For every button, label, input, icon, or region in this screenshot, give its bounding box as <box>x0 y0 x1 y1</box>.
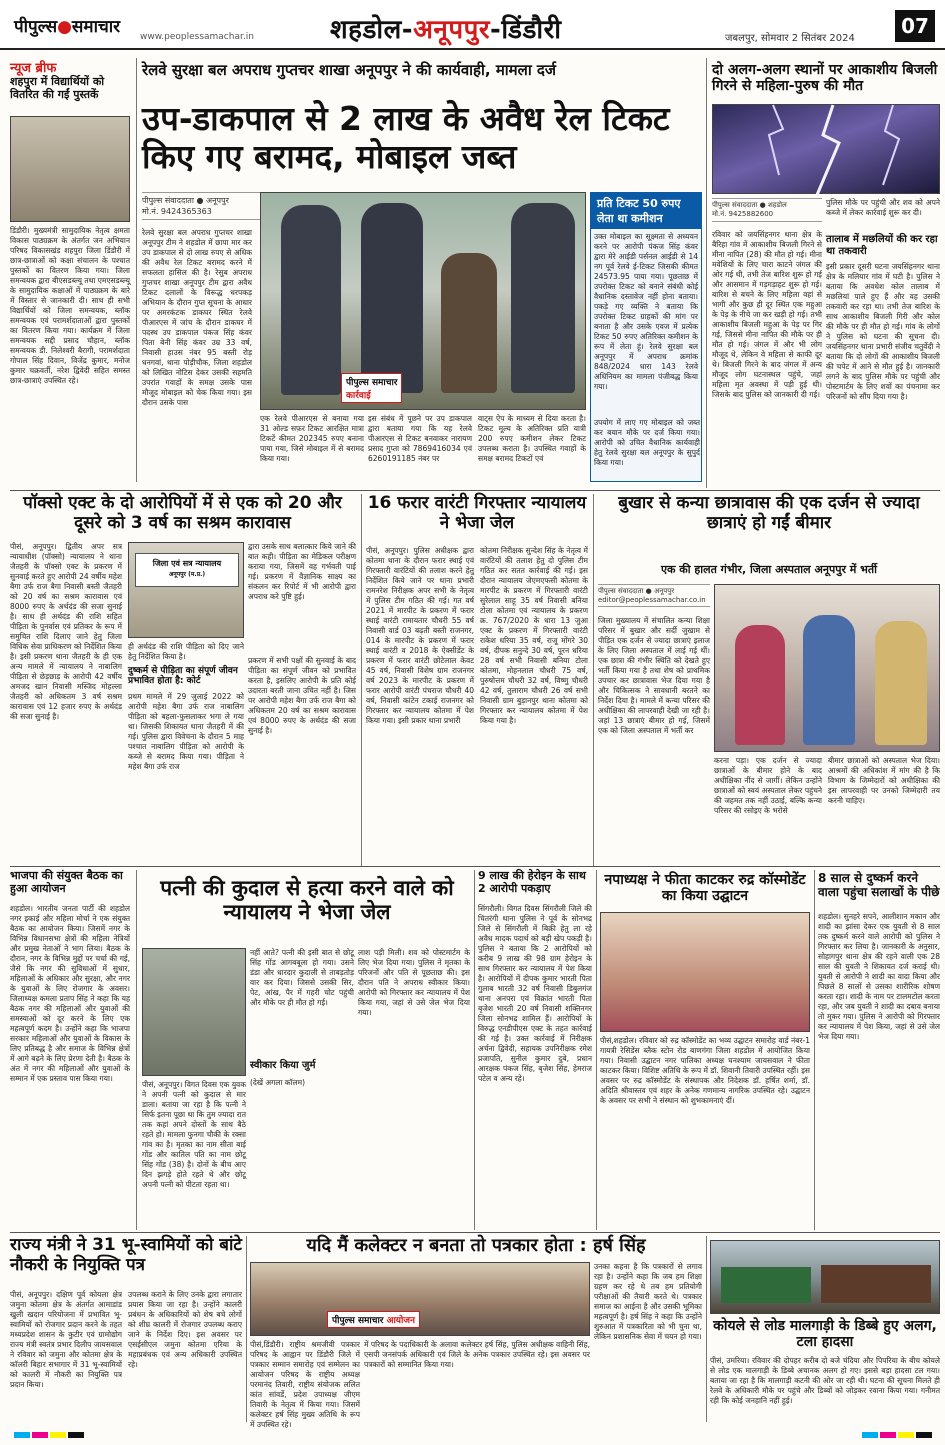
locomotive-figure <box>721 1267 811 1303</box>
sidebox-body: उक्त मोबाइल का सूक्ष्मता से अध्ययन करने पर आरोपी पंकज सिंह कंवर द्वारा मेरे आईडी पर्सनल आईडी से 14 नग पूर्व रेलवे ई-टिकट जिसकी कीमत 24573.95 पाया गया। पूछताछ में उपरोक्त टिकट को बनाने संबंधी कोई वैधानिक दस्तावेज नहीं होना बताया। पकड़े गए व्यक्ति ने बताया कि उपरोक्त टिकट ग्राहकों की मांग पर बनाता है और उसके एवज में प्रत्येक टिकट 50 रुपए अतिरिक्त कमीशन के रूप में लेता हूं। रेलवे सुरक्षा बल अनूपपुर में अपराध क्रमांक 848/2024 धारा 143 रेलवे अधिनियम का मामला पंजीबद्ध किया गया। <box>594 232 698 391</box>
lead-byline: पीपुल्स संवाददाता ● अनूपपुर मो.नं. 9424365363 <box>142 192 312 220</box>
registration-mark <box>14 1432 30 1438</box>
section-divider <box>10 866 940 867</box>
murder-body-1: पीसं, अनूपपुर। विगत दिवस एक युवक ने अपनी पत्नी को कुदाल से मार डाला। बताया जा रहा है कि पत्नी ने सिर्फ इतना पूछा था कि तुम ज्यादा रात तक कहां अपने दोस्तों के साथ बैठे रहते हो। मामला फुनगा चौकी के रक्सा गांव का है। मृतका का नाम सीता बाई गोंड और कातिल पति का नाम छोटू सिंह गोंड (38) है। दोनों के बीच आए दिन झगड़े होते रहते थे और छोटू अपनी पत्नी को पीटता रहता था। <box>142 1080 246 1189</box>
accused-figure <box>441 253 497 393</box>
officer-figure <box>361 203 423 393</box>
murder-body-2: नहीं आते? पत्नी की इसी बात से छोटू सिंह गोंड आगबबूला हो गया। उसने डंडा और धारदार कुदाली से ताबड़तोड़ वार कर दिया। जिससे उसकी सिर, पेट, आंख, पैर में गहरी चोट पहुंची और मौके पर ही मौत हो गई। <box>250 948 354 1007</box>
sidebox-title: प्रति टिकट 50 रुपए लेता था कमीशन <box>591 193 701 229</box>
brand-logo: पीपुल्स●समाचार <box>14 17 121 37</box>
lightning-body-1: रविवार को जयसिंहनगर थाना क्षेत्र के बैरिहा गांव में आकाशीय बिजली गिरने से मीना नापित (28) की मौत हो गई। मीना मवेशियों के लिए चारा काटने जंगल की ओर गई थी, तभी तेज बारिश शुरू हो गई और आसमान में गड़गड़ाहट शुरू हो गई। बारिश से बचने के लिए महिला वहां से भागी और कुछ ही दूर स्थित एक महुआ के पेड़ के नीचे जा कर खड़ी हो गई। तभी आकाशीय बिजली महुआ के पेड़ पर गिर गई, जिससे मीना नापित की मौके पर ही मौत हो गई। जंगल में और भी लोग मौजूद थे, लेकिन वे महिला से काफी दूर थे। बिजली गिरने के बाद जंगल में अन्य मौजूद लोग घटनास्थल पहुंचे, जहां महिला मृत अवस्था में पड़ी हुई थी। जिसके बाद पुलिस को जानकारी दी गई। <box>712 230 822 399</box>
lead-body-1: रेलवे सुरक्षा बल अपराध गुप्तचर शाखा अनूपपुर टीम ने शहडोल में छापा मार कर उप डाकपाल से दो लाख रुपए से अधिक की अवैध रेल टिकट बरामद करने में सफलता हासिल की है। रेसुब अपराध गुप्तचर शाखा अनूपपुर टीम द्वारा अवैध टिकट दलालों के विरूद्ध धरपकड़ अभियान के दौरान गुप्त सूचना के आधार पर अमरकंटक डाकघर स्थित रेलवे पीआरएस में जांच के दौरान डाकघर में पदस्थ उप डाकपाल पंकज सिंह कंवर पिता बेनी सिंह कंवर उम्र 33 वर्ष, निवासी हाउस नंबर 95 बस्ती रोड़ धनगवां, थाना पोड़ीचौक, जिला शहडोल को लिखित नोटिस देकर उसकी सहमति उपरांत गवाहों के समक्ष उसके पास मौजूद मोबाइल को चेक किया गया। इस दौरान उसके पास <box>142 228 252 407</box>
murder-headline: पत्नी की कुदाल से हत्या करने वाले को न्यायालय ने भेजा जेल <box>160 876 454 925</box>
registration-mark <box>880 1432 896 1438</box>
column-rule <box>474 870 475 1230</box>
murder-body-3: (देखें अगला कॉलम) <box>250 1078 305 1087</box>
minister-headline: राज्य मंत्री ने 31 भू-स्वामियों को बांटे नौकरी के नियुक्ति पत्र <box>10 1235 242 1275</box>
column-rule <box>706 58 707 488</box>
hostel-subhead: एक की हालत गंभीर, जिला अस्पताल अनूपपुर में भर्ती <box>660 563 878 576</box>
brief-body: डिंडौरी। मुख्यमंत्री सामुदायिक नेतृत्व क्षमता विकास पाठ्यक्रम के अंतर्गत जन अभियान परिषद विकासखंड शहपुरा जिला डिंडौरी में छात्र-छात्राओं को कक्षा संचालन के पश्चात पुस्तकों का वितरण किया गया। जिला समन्वयक द्वारा बीएसडब्ल्यू तथा एमएसडब्ल्यू के सामुदायिक कक्षाओं में पाठ्यक्रम के बारे में विस्तार से जानकारी दी। साथ ही सभी विद्यार्थियों को जिला समन्वयक, ब्लॉक समन्वयक एवं परामर्शदाताओं द्वारा पुस्तकों का वितरण किया गया। कार्यक्रम में जिला समन्वयक सद्दी प्रसाद चौहान, ब्लॉक समन्वयक डी. निलेश्वरी बैरागी, परामर्शदाता गोपाल सिंह दिवान, विजेंद्र कुमार, मनोज कुमार चक्रवर्ती, नरेश द्विवेदी सहित समस्त छात्र-छात्राएं उपस्थित रहे। <box>10 226 130 385</box>
court-signboard: जिला एवं सत्र न्यायालय अनूपपुर (म.प्र.) <box>135 553 239 587</box>
section-divider <box>10 1232 940 1233</box>
patient-figure <box>803 615 855 745</box>
murder-photo <box>142 948 246 1076</box>
hostel-byline: पीपुल्स संवाददाता ● अनूपपुर editor@peoplessamachar.co.in <box>598 584 710 607</box>
column-rule <box>814 870 815 1230</box>
registration-mark <box>862 1432 878 1438</box>
pocso-body-3: ही अर्थदंड की राशि पीड़िता को दिए जाने हेतु निर्देशित किया है। <box>128 642 244 661</box>
pocso-headline: पॉक्सो एक्ट के दो आरोपियों में से एक को 20 और दूसरे को 3 वर्ष का सश्रम कारावास <box>23 493 342 533</box>
patient-figure <box>735 625 785 745</box>
registration-mark <box>32 1432 48 1438</box>
heroin-body: सिंगरौली। विगत दिवस सिंगरौली जिले की चितरंगी थाना पुलिस ने पूर्व के सोनभद्र जिले से सिंगरौली में बिक्री हेतु ला रहे अवैध मादक पदार्थ को बड़ी खेप पकड़ी है। पुलिस ने बताया कि 2 आरोपियों को करीब 9 लाख की 98 ग्राम हेरोइन के साथ गिरफ्तार कर न्यायालय में पेश किया है। आरोपियों में दीपक कुमार भारती पिता गुलाब भारती 32 वर्ष निवासी डिबुलगंज थाना अनपरा एवं विक्रांत भारती पिता बृजेश भारती 20 वर्ष निवासी शक्तिनगर जिला सोनभद्र शामिल हैं। आरोपियों के विरुद्ध एनडीपीएस एक्ट के तहत कार्रवाई की गई है। उक्त कार्रवाई में निरीक्षक अर्चना द्विवेदी, सहायक उपनिरीक्षक रमेश प्रजापति, सुनील कुमार दुबे, प्रधान आरक्षक पंकज सिंह, बृजेश सिंह, हेमराज पटेल व अन्य रहे। <box>478 904 592 1083</box>
lead-body-4: वाट्स ऐप के माध्यम से दिया करता है। टिकट मूल्य के अतिरिक्त प्रति यात्री 200 रुपए कमीशन लेकर टिकट उपलब्ध कराता है। उपस्थित गवाहों के समक्ष बरामद टिकटों एवं <box>478 414 586 463</box>
column-rule <box>596 870 597 1230</box>
news-brief-tag: न्यूज ब्रीफ <box>10 61 57 76</box>
bjp-headline: भाजपा की संयुक्त बैठक का हुआ आयोजन <box>10 869 123 895</box>
registration-mark <box>898 1432 914 1438</box>
bjp-body: शहडोल। भारतीय जनता पार्टी की शहडोल नगर इकाई और महिला मोर्चा ने एक संयुक्त बैठक का आयोजन किया। जिसमें नगर के विभिन्न विधानसभा क्षेत्रों की महिला नेत्रियों और प्रमुख नेताओं ने भाग लिया। बैठक के दौरान, नगर के विभिन्न मुद्दों पर चर्चा की गई, जैसे कि नगर की सुविधाओं में सुधार, महिलाओं के अधिकार और सुरक्षा, और नगर के युवाओं के लिए रोजगार के अवसर। जिलाध्यक्ष कमला प्रताप सिंह ने कहा कि यह बैठक नगर की महिलाओं और युवाओं की समस्याओं को दूर करने के लिए एक महत्वपूर्ण कदम है। उन्होंने कहा कि भाजपा सरकार महिलाओं और युवाओं के विकास के लिए प्रतिबद्ध है और समाज के विभिन्न क्षेत्रों में आगे बढ़ने के लिए प्रेरणा देती है। बैठक के अंत में नगर की महिलाओं और युवाओं के सम्मान में एक प्रस्ताव पास किया गया। <box>10 904 130 1083</box>
lightning-subhead: तालाब में मछलियों की कर रहा था तकवारी <box>826 234 938 257</box>
registration-mark <box>916 1432 932 1438</box>
column-rule <box>361 494 362 866</box>
warrant-body-2: कोतमा निरीक्षक सुन्देश सिंह के नेतृत्व में वारंटियों की तलाश हेतु दो पुलिस टीम गठित कर सतत कार्रवाई की गई। इस दौरान न्यायालय जेएमएफसी कोतमा के मारपीट के प्रकरण में गिरफ्तारी वारंटी सुरेलाल साहू 35 वर्ष निवासी बनिया टोला कोतमा एवं न्यायालय के प्रकरण क्र. 767/2020 के धारा 13 जुआ एक्ट के प्रकरण में गिरफ्तारी वारंटी राकेश धरिया 35 वर्ष, राजू मोंगरे 30 वर्ष, दीपक सनुन्दे 30 वर्ष, पूरन धरिया 28 वर्ष सभी निवासी बनिया टोला कोतमा, मोहनलाल चौधरी 75 वर्ष, पुरुषोत्तम चौधरी 32 वर्ष, विष्णु चौधरी 42 वर्ष, तुलाराम चौधरी 26 वर्ष सभी निवासी ग्राम बुड़ानपुर थाना कोतमा को गिरफ्तार कर न्यायालय कोतमा में पेश किया गया है। <box>480 546 588 725</box>
coal-headline: कोयले से लोड मालगाड़ी के डिब्बे हुए अलग, टला हादसा <box>713 1318 937 1351</box>
column-rule <box>136 58 137 482</box>
theft-headline: 8 साल से दुष्कर्म करने वाला पहुंचा सलाखों के पीछे <box>818 871 940 899</box>
registration-mark <box>50 1432 66 1438</box>
lightning-headline: दो अलग-अलग स्थानों पर आकाशीय बिजली गिरने से महिला-पुरुष की मौत <box>712 62 938 95</box>
cosmo-headline: नपाध्यक्ष ने फीता काटकर रुद्र कॉस्मोडेंट का किया उद्घाटन <box>604 872 806 905</box>
brief-photo <box>10 116 130 222</box>
site-url[interactable]: www.peoplessamachar.in <box>140 32 254 42</box>
lead-body-3: इस संबंध में पूछने पर उप डाकपाल द्वारा बताया गया कि यह रेलवे पीआरएस से टिकट बनवाकर नारायण प्रसाद गुप्ता को 7869416034 एवं 6260191185 नंबर पर <box>368 414 472 463</box>
column-rule <box>246 1236 247 1422</box>
lead-body-2: एक रेलवे पीआरएस से बनाया गया 31 ओल्ड सफ़र टिकट आरक्षित मात्रा टिकटें कीमत 202345 रुपए बनाना पाया गया, जिसे मोबाइल में से बरामद किया गया। <box>260 414 364 463</box>
harsh-body-3: उनका कहना है कि पत्रकारों से लगाव रहा है। उन्होंने कहा कि जब हम शिक्षा ग्रहण कर रहे थे तब हम प्रतियोगी परीक्षाओं की तैयारी करते थे। पत्रकार समाज का आईना है और उसकी भूमिका महत्वपूर्ण है। हर्ष सिंह ने कहा कि उन्होंने शुरुआत में पत्रकारिता को भी चुना था, लेकिन प्रशासनिक सेवा में चयन हो गया। <box>594 1262 702 1341</box>
lead-kicker: रेलवे सुरक्षा बल अपराध गुप्तचर शाखा अनूपपुर ने की कार्यवाही, मामला दर्ज <box>142 61 557 79</box>
officer-figure <box>281 205 341 395</box>
pocso-subhead: दुष्कर्म से पीड़िता का संपूर्ण जीवन प्रभावित होता है: कोर्ट <box>128 666 238 687</box>
section-title: शहडोल-अनूपपुर-डिंडौरी <box>330 15 562 45</box>
cosmo-photo <box>600 912 810 1032</box>
murder-body-3-cont: लाश पड़ी मिली। शव को पोस्टमार्टम के लिए भेज दिया गया। पुलिस ने मृतका के परिजनों और पति से पूछताछ की। इस दौरान पति ने अपराध स्वीकार किया। आरोपी को गिरफ्तार कर न्यायालय में पेश किया गया, जहां से उसे जेल भेज दिया गया। <box>358 948 470 1017</box>
registration-mark <box>68 1432 84 1438</box>
lightning-photo <box>712 104 940 194</box>
coal-train-photo <box>710 1240 940 1314</box>
section-divider <box>10 490 940 491</box>
lightning-byline: पीपुल्स संवाददाता ● शहडोल मो.नं. 9425882600 <box>712 198 822 222</box>
cosmo-body: पीसं,शहडोल। रविवार को रुद्र कॉस्मोडेंट का भव्य उद्घाटन समारोह वार्ड नंबर-1 गायत्री रेसिडेंस ब्लैक स्टोन रोड बाणगंगा जिला शहडोल में आयोजित किया गया। निवासी उद्घाटन नगर पालिका अध्यक्ष घनश्याम जायसवाल ने फीता काटकर किया। विशिष्ट अतिथि के रूप में डॉ. शिवानी तिवारी उपस्थित रहीं। इस अवसर पर रुद्र कॉस्मोडेंट के संस्थापक और निदेशक डॉ. हर्षित शर्मा, डॉ. अदिति श्रीवास्तव एवं शहर के अनेक गणमान्य नागरिक उपस्थित रहे। उद्घाटन के अवसर पर सभी ने संस्थान को शुभकामनाएं दीं। <box>600 1036 810 1105</box>
harsh-photo-caption: पीपुल्स समाचार आयोजन <box>327 1311 420 1328</box>
hostel-photo <box>714 584 940 752</box>
court-photo <box>128 542 244 638</box>
lightning-bolt-icon <box>713 105 941 195</box>
coal-body: पीसं, उमरिया। रविवार की दोपहर करीब दो बजे चंदिया और पिपरिया के बीच कोयले से लोड एक मालगाड़ी के डिब्बे अचानक अलग हो गए। इससे बड़ा हादसा टल गया। बताया जा रहा है कि मालगाड़ी कटनी की ओर जा रही थी। घटना की सूचना मिलते ही रेलवे के अधिकारी मौके पर पहुंचे और डिब्बों को जोड़कर रवाना किया गया। गनीमत रही कि कोई जनहानि नहीं हुई। <box>710 1356 940 1405</box>
hostel-body-3: बीमार छात्राओं को अस्पताल भेज दिया। आश्रमों की अधिकांश में मांग की है कि विभाग के जिम्मेदारों को अधीक्षिका की इस लापरवाही पर उनको जिम्मेदारी तय करनी चाहिए। <box>828 756 940 805</box>
officer-figure <box>511 203 575 393</box>
hostel-headline: बुखार से कन्या छात्रावास की एक दर्जन से ज्यादा छात्राएं हो गईं बीमार <box>618 493 920 533</box>
photo-caption: पीपुल्स समाचार कार्रवाई <box>341 373 402 403</box>
patient-figure <box>875 621 927 745</box>
warrant-body-1: पीसं, अनूपपुर। पुलिस अधीक्षक द्वारा कोतमा थाना के दौरान फरार स्थाई एवं गिरफ्तारी वारंटियों की तलाश करने हेतु निर्देशित किये जाने पर थाना प्रभारी रामनरेश निरीक्षक अपर सभी के नेतृत्व में पुलिस टीम गठित की गई। गत वर्ष 2021 में मारपीट के प्रकरण में फरार स्थाई वारंटी रामायतार चौधरी 55 वर्ष निवासी वार्ड 03 बढ़ती बस्ती राजनगर, 014 के मारपीट के प्रकरण में फरार स्थाई वारंटी व 2018 के ऐक्सीडेंट के प्रकरण में फरार वारंटी छोटेलाल केवट 45 वर्ष, निवासी विशेष ग्राम राजनगर वर्ष 2023 के मारपीट के प्रकरण में फरार आरोपी वारंटी पंचराज चौधरी 40 वर्ष, निवासी कांटेन टकाई राजनगर को गिरफ्तार कर न्यायालय कोतमा में पेश किया गया। इसी प्रकार थाना प्रभारी <box>366 546 474 725</box>
harsh-body-1: पीसं,डिंडौरी। राष्ट्रीय श्रमजीवी पत्रकार परिषद के आह्वान पर डिंडौरी जिले में पत्रकार सम्मान समारोह एवं सम्मेलन का आयोजन परिषद के राष्ट्रीय अध्यक्ष परमानंद तिवारी, राष्ट्रीय संयोजक ललित कांत सांवर्डे, प्रदेश उपाध्यक्ष जीएम तिवारी के नेतृत्व में किया गया। जिसमें कलेक्टर हर्ष सिंह मुख्य अतिथि के रूप में उपस्थित रहे। <box>250 1340 360 1429</box>
harsh-photo <box>250 1262 590 1336</box>
pocso-body-1: पीसं, अनूपपुर। द्वितीय अपर सत्र न्यायाधीश (पॉक्सो) न्यायालय ने थाना जैतहरी के पॉक्सो एक्ट के प्रकरण में सुनवाई करते हुए आरोपी 24 वर्षीय महेश बैगा उर्फ राज बैगा निवासी बस्ती जैतहरी को 20 वर्ष का सश्रम कारावास एवं 8000 रुपए के अर्थदंड की सजा सुनाई है। साथ ही अर्थदंड की राशि सहित पीड़िता के पुनर्वास एवं प्रतिकर के रूप में समुचित राशि दिलाए जाने हेतु जिला विधिक सेवा प्राधिकरण को निर्देशित किया है। इसी प्रकरण थाना जैतहरी के ही एक अन्य मामले में न्यायालय ने नाबालिग पीड़िता से छेड़छाड़ के आरोपी 42 वर्षीय अमजद खान निवासी मस्जिद मोहल्ला जैतहरी को अधिकतम 3 वर्ष सश्रम कारावास एवं 12 हजार रुपए के अर्थदंड की सजा सुनाई है। <box>10 542 122 721</box>
page-number: 07 <box>895 10 935 42</box>
wagon-figure <box>821 1265 931 1303</box>
column-rule <box>706 1236 707 1422</box>
harsh-headline: यदि मैं कलेक्टर न बनता तो पत्रकार होता : हर्ष सिंह <box>306 1235 646 1256</box>
hostel-body-1: जिला मुख्यालय में संचालित कन्या शिक्षा परिसर में बुखार और सर्दी जुखाम से पीड़ित एक दर्जन से ज्यादा छात्राएं इलाज के लिए जिला अस्पताल में लाई गई थीं। एक छात्रा की गंभीर स्थिति को देखते हुए भर्ती किया गया है तथा शेष को प्राथमिक उपचार कर छात्रावास भेज दिया गया है और चिकित्सक ने सावधानी बरतने का निर्देश दिया है। मामले में कन्या परिसर की अधीक्षिका की लापरवाही देखी जा रही है। जहां 13 छात्राएं बीमार हो गई, जिसमें एक को जिला अस्पताल में भर्ती कर <box>598 616 710 735</box>
lead-headline: उप-डाकपाल से 2 लाख के अवैध रेल टिकट किए गए बरामद, मोबाइल जब्त <box>142 99 670 176</box>
column-rule <box>593 494 594 866</box>
theft-body: शहडोल। सुनहरे सपने, आलीशान मकान और शादी का झांसा देकर एक युवती से 8 साल तक दुष्कर्म करने वाले आरोपी को पुलिस ने गिरफ्तार कर लिया है। जानकारी के अनुसार, सोहागपुर थाना क्षेत्र की रहने वाली एक 28 साल की युवती ने शिकायत दर्ज कराई थी। युवती से आरोपी ने शादी का वादा किया और पिछले 8 सालों से उसका शारीरिक शोषण करता रहा। शादी के नाम पर टालमटोल करता रहा, और जब युवती ने शादी का दबाव बनाया तो मुकर गया। पुलिस ने आरोपी को गिरफ्तार कर न्यायालय में पेश किया, जहां से उसे जेल भेज दिया गया। <box>818 912 940 1041</box>
harsh-body-2: में परिषद के पदाधिकारी के अलावा कलेक्टर हर्ष सिंह, पुलिस अधीक्षक वाहिनी सिंह, एसपी जनसंपर्क अधिकारी एवं जिले के अनेक पत्रकार उपस्थित रहे। इस अवसर पर पत्रकारों को सम्मानित किया गया। <box>364 1340 590 1369</box>
pocso-body-4: प्रथम मामले में 29 जुलाई 2022 को आरोपी महेश बैगा उर्फ राज नाबालिग पीड़िता को बहला-फुसलाकर भगा ले गया था। जिसकी शिकायत थाना जैतहरी में की गई। पुलिस द्वारा विवेचना के दौरान 5 माह पश्चात नाबालिग पीड़िता को आरोपी के कब्जे से बरामद किया गया। पीड़िता ने महेश बैगा उर्फ राज <box>128 692 244 771</box>
minister-body-1: पीसं, अनूपपुर। दक्षिण पूर्व कोयला क्षेत्र जमुना कोतमा क्षेत्र के अंतर्गत आमाडांड खुली खदान परियोजना में प्रभावित भू-स्वामियों को रोजगार प्रदान करने के तहत मध्यप्रदेश शासन के कुटीर एवं ग्रामोद्योग राज्य मंत्री स्वतंत्र प्रभार दिलीप जायसवाल ने रविवार को जमुना और कोतमा क्षेत्र के कॉलरी बिहार सभागार में 31 भू-स्वामियों को कालरी में नौकरी का नियुक्ति पत्र प्रदान किया। <box>10 1290 122 1389</box>
heroin-headline: 9 लाख की हेरोइन के साथ 2 आरोपी पकड़ाए <box>478 869 586 895</box>
brief-headline: शहपुरा में विद्यार्थियों को वितरित की गईं पुस्तकें <box>10 75 105 101</box>
lead-body-5: उपयोग में लाए गए मोबाइल को जब्त कर बयान मौके पर दर्ज किया गया। आरोपी को उचित वैधानिक कार्यवाही हेतु रेलवे सुरक्षा बल अनूपपुर के सुपुर्द किया गया। <box>594 418 700 467</box>
column-rule <box>136 870 137 1230</box>
pocso-body-5: प्रकरण में सभी पक्षों की सुनवाई के बाद पीड़िता का संपूर्ण जीवन को प्रभावित करता है, इसलिए आरोपी के प्रति कोई उदारता बरती जाना उचित नहीं है। जिस पर आरोपी महेश बैगा उर्फ राज बैगा को अधिकतम 20 वर्ष का सश्रम कारावास एवं 8000 रुपए के अर्थदंड की सजा सुनाई है। <box>248 656 356 735</box>
warrant-headline: 16 फरार वारंटी गिरफ्तार न्यायालय ने भेजा जेल <box>367 493 587 533</box>
murder-subhead: स्वीकार किया जुर्म <box>250 1060 316 1071</box>
dateline: जबलपुर, सोमवार 2 सितंबर 2024 <box>725 33 855 44</box>
pocso-body-2: द्वारा उसके साथ बलात्कार किये जाने की बात कही। पीड़िता का मेडिकल परीक्षण कराया गया, जिसमें वह गर्भवती पाई गई। प्रकरण में वैज्ञानिक साक्ष्य का संकलन कर रिपोर्ट में भी आरोपी द्वारा अपराध करे पुष्टि हुई। <box>248 542 356 601</box>
minister-body-2: उपलब्ध कराने के लिए उनके द्वारा लगातार प्रयास किया जा रहा है। उन्होंने कालरी प्रबंधन के अधिकारियों को शेष बचे लोगों को शीघ्र कालरी में रोजगार उपलब्ध कराए जाने के निर्देश दिए। इस अवसर पर एसईसीएल जमुना कोतमा एरिया के महाप्रबंधक एवं अन्य अधिकारी उपस्थित रहे। <box>128 1290 242 1369</box>
hostel-body-2: करना पड़ा। एक दर्जन से ज्यादा छात्राओं के बीमार होने के बाद अधीक्षिका नींद से जागीं। लेकिन उन्होंने छात्राओं को स्वयं अस्पताल लेकर पहुंचने की जहमत तक नहीं उठाई, बल्कि कन्या परिसर की रसोइए के भरोसे <box>714 756 822 815</box>
lightning-body-3: इसी प्रकार दूसरी घटना जयसिंहनगर थाना क्षेत्र के मलियार गांव में घटी है। पुलिस ने बताया कि अवधेश कोल तालाब में मछलियां पाले हुए हैं और वह उसकी तकवारी कर रहा था। तभी तेज बारिश के साथ आकाशीय बिजली गिरी और कोल की मौके पर ही मौत हो गई। गांव के लोगों ने पुलिस को घटना की सूचना दी। जयसिंहनगर थाना प्रभारी संजीव चतुर्वेदी ने बताया कि दो लोगों की आकाशीय बिजली की चपेट में आने से मौत हुई है। जानकारी लगने के बाद पुलिस मौके पर पहुंची और पोस्टमार्टम के लिए शवों का पंचनामा कर परिजनों को सौंप दिया गया है। <box>826 262 940 401</box>
lead-photo <box>260 192 586 410</box>
lightning-body-2: पुलिस मौके पर पहुंची और शव को अपने कब्जे में लेकर कार्रवाई शुरू कर दी। <box>826 198 940 217</box>
